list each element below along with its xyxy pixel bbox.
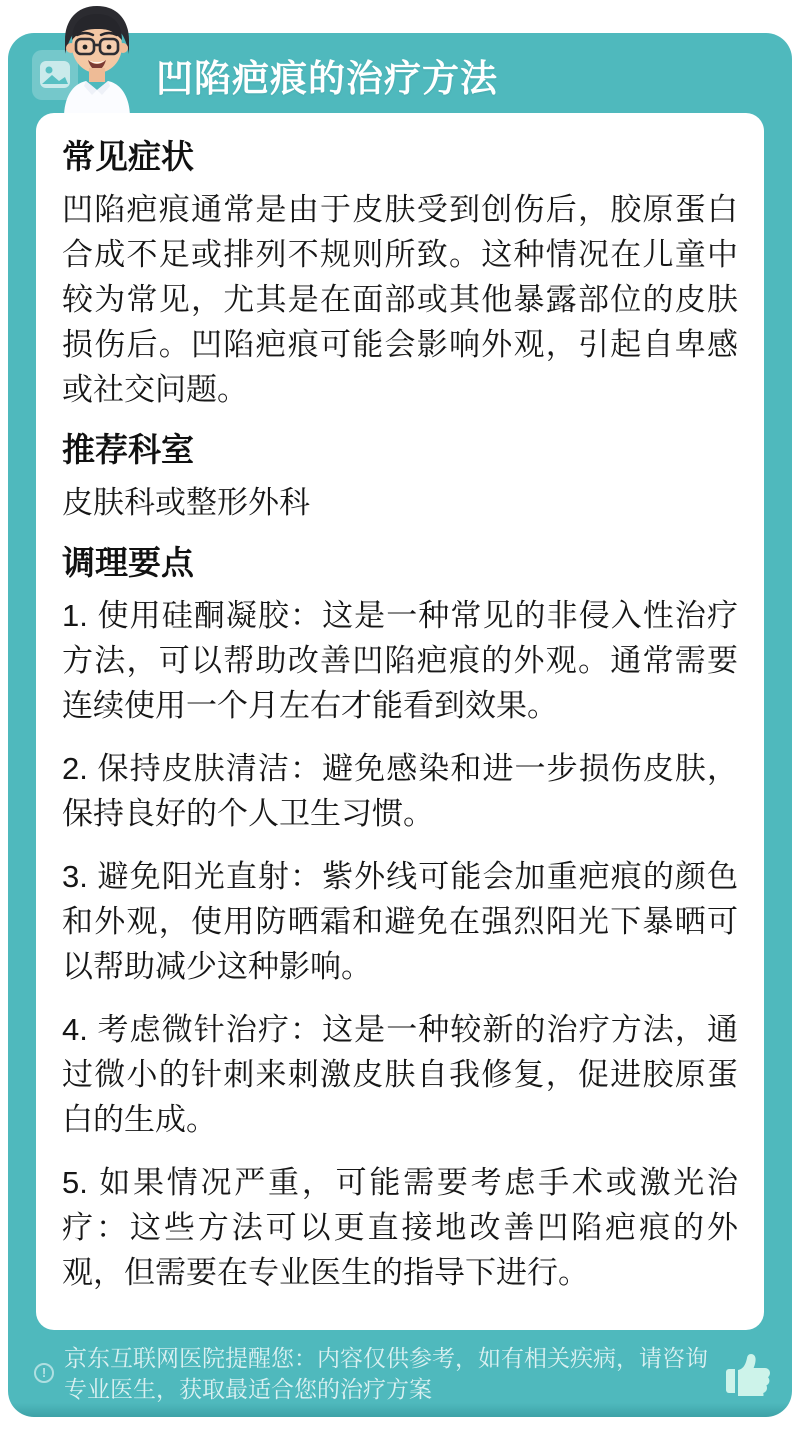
- page-title: 凹陷疤痕的治疗方法: [156, 58, 498, 99]
- section-heading-common-symptoms: 常见症状: [62, 138, 194, 175]
- care-point-3: 3. 避免阳光直射：紫外线可能会加重疤痕的颜色和外观，使用防晒霜和避免在强烈阳光下暴晒可以帮助减少这种影响。: [62, 859, 738, 984]
- section-heading-recommended-department: 推荐科室: [62, 431, 194, 468]
- section-heading-care-points: 调理要点: [62, 544, 194, 581]
- care-point-4: 4. 考虑微针治疗：这是一种较新的治疗方法，通过微小的针刺来刺激皮肤自我修复，促进胶原蛋白的生成。: [62, 1012, 738, 1137]
- info-icon: !: [34, 1363, 54, 1383]
- disclaimer-bar: [0, 1340, 800, 1420]
- content-card: [36, 113, 764, 1330]
- doctor-avatar: [46, 2, 148, 118]
- care-point-1: 1. 使用硅酮凝胶：这是一种常见的非侵入性治疗方法，可以帮助改善凹陷疤痕的外观。通常需要连续使用一个月左右才能看到效果。: [62, 598, 738, 723]
- care-point-5: 5. 如果情况严重，可能需要考虑手术或激光治疗：这些方法可以更直接地改善凹陷疤痕的外观，但需要在专业医生的指导下进行。: [62, 1165, 738, 1290]
- section-body-recommended-department: 皮肤科或整形外科: [62, 485, 310, 520]
- disclaimer-text: 京东互联网医院提醒您：内容仅供参考，如有相关疾病，请咨询专业医生，获取最适合您的治疗方案: [64, 1345, 708, 1402]
- thumbs-up-icon[interactable]: [724, 1350, 772, 1396]
- care-points-list: [62, 593, 738, 1295]
- care-point-2: 2. 保持皮肤清洁：避免感染和进一步损伤皮肤，保持良好的个人卫生习惯。: [62, 751, 738, 831]
- section-body-common-symptoms: 凹陷疤痕通常是由于皮肤受到创伤后，胶原蛋白合成不足或排列不规则所致。这种情况在儿童中较为常见，尤其是在面部或其他暴露部位的皮肤损伤后。凹陷疤痕可能会影响外观，引起自卑感或社交问题。: [62, 192, 738, 407]
